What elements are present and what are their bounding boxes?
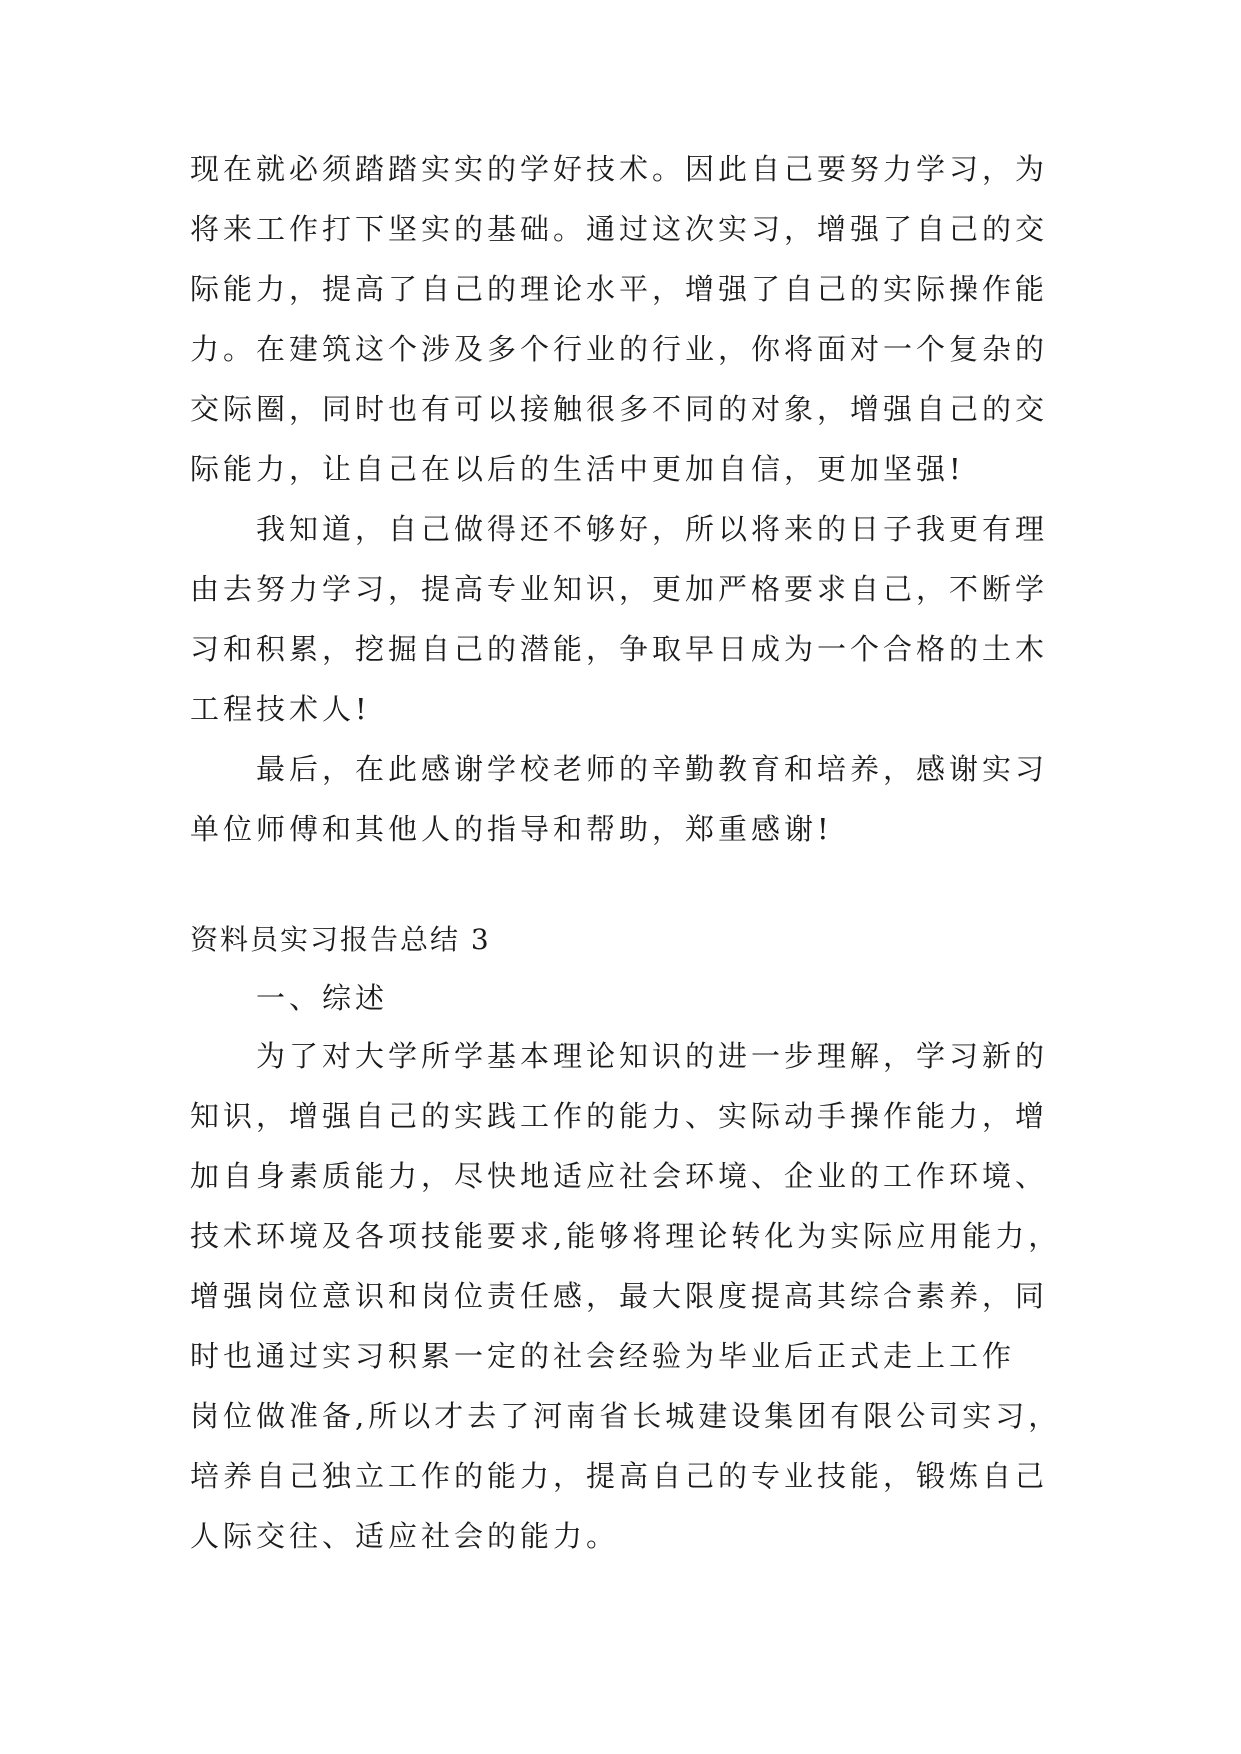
text-line: 知识，增强自己的实践工作的能力、实际动手操作能力，增 bbox=[190, 1099, 1049, 1133]
text-line: 岗位做准备,所以才去了河南省长城建设集团有限公司实习， bbox=[190, 1399, 1062, 1433]
text-line: 我知道，自己做得还不够好，所以将来的日子我更有理 bbox=[256, 512, 1049, 546]
text-line: 最后，在此感谢学校老师的辛勤教育和培养，感谢实习 bbox=[256, 752, 1049, 786]
text-line: 工程技术人! bbox=[190, 692, 371, 726]
text-line: 加自身素质能力，尽快地适应社会环境、企业的工作环境、 bbox=[190, 1159, 1049, 1193]
section-title: 资料员实习报告总结 3 bbox=[190, 923, 491, 956]
text-line: 增强岗位意识和岗位责任感，最大限度提高其综合素养，同 bbox=[190, 1279, 1049, 1313]
text-line: 人际交往、适应社会的能力。 bbox=[190, 1519, 620, 1553]
text-line: 际能力，让自己在以后的生活中更加自信，更加坚强! bbox=[190, 452, 965, 486]
text-line: 际能力，提高了自己的理论水平，增强了自己的实际操作能 bbox=[190, 272, 1049, 306]
text-line: 培养自己独立工作的能力，提高自己的专业技能，锻炼自己 bbox=[190, 1459, 1049, 1493]
text-line: 交际圈，同时也有可以接触很多不同的对象，增强自己的交 bbox=[190, 392, 1049, 426]
section-subheading: 一、综述 bbox=[256, 981, 389, 1015]
text-line: 习和积累，挖掘自己的潜能，争取早日成为一个合格的土木 bbox=[190, 632, 1049, 666]
text-line: 将来工作打下坚实的基础。通过这次实习，增强了自己的交 bbox=[190, 212, 1049, 246]
text-line: 技术环境及各项技能要求,能够将理论转化为实际应用能力， bbox=[190, 1219, 1062, 1253]
text-line: 由去努力学习，提高专业知识，更加严格要求自己，不断学 bbox=[190, 572, 1049, 606]
text-line: 力。在建筑这个涉及多个行业的行业，你将面对一个复杂的 bbox=[190, 332, 1049, 366]
text-line: 为了对大学所学基本理论知识的进一步理解，学习新的 bbox=[256, 1039, 1049, 1073]
text-line: 时也通过实习积累一定的社会经验为毕业后正式走上工作 bbox=[190, 1339, 1016, 1373]
text-line: 单位师傅和其他人的指导和帮助，郑重感谢! bbox=[190, 812, 833, 846]
text-line: 现在就必须踏踏实实的学好技术。因此自己要努力学习，为 bbox=[190, 152, 1049, 186]
